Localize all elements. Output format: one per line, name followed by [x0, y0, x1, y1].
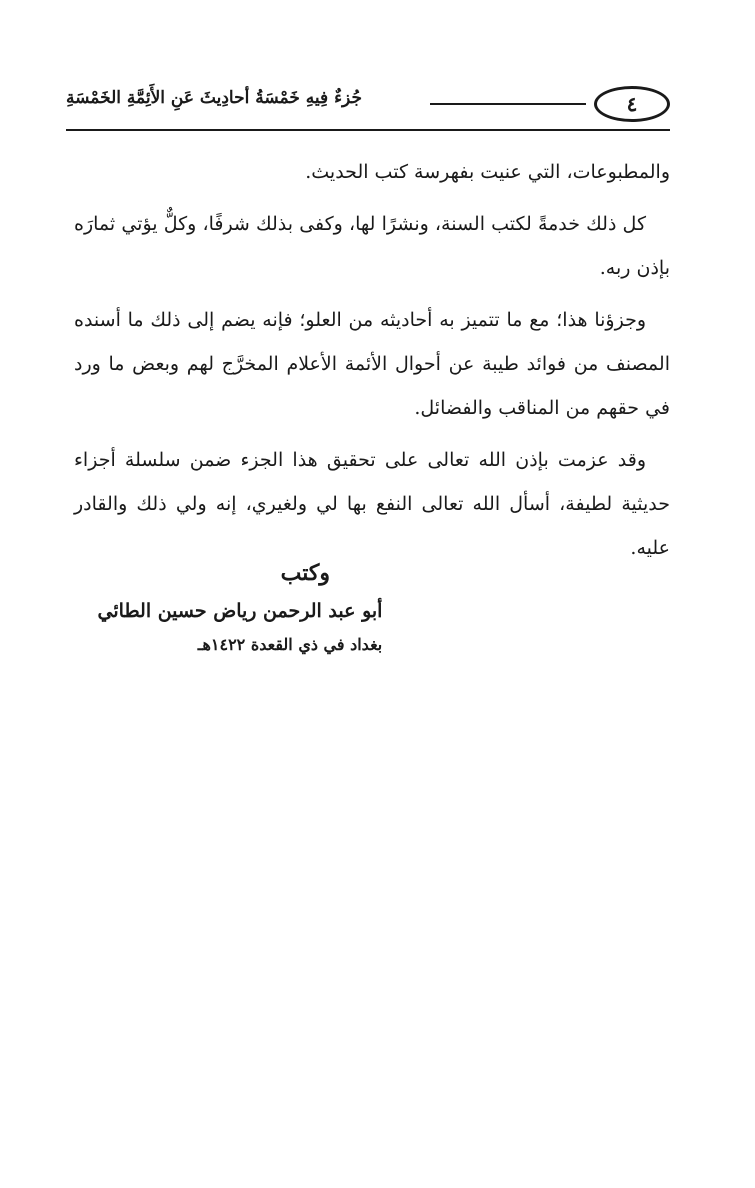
body-text	[74, 150, 670, 578]
running-header	[66, 82, 670, 126]
signature-block	[40, 553, 440, 661]
book-title: جُزءٌ فِيهِ خَمْسَةُ أحادِيثَ عَنِ الأَئِمَّةِ الخَمْسَةِ	[66, 88, 362, 108]
paragraph-3: وجزؤنا هذا؛ مع ما تتميز به أحاديثه من العلو؛ فإنه يضم إلى ذلك ما أسنده المصنف من فوائد طيبة عن أحوال الأئمة الأعلام المخرَّج لهم وبعض ما ورد في حقهم من المناقب والفضائل.	[74, 309, 670, 419]
paragraph-2: كل ذلك خدمةً لكتب السنة، ونشرًا لها، وكفى بذلك شرفًا، وكلٌّ يؤتي ثمارَه بإذن ربه.	[74, 213, 670, 279]
author-name: أبو عبد الرحمن رياض حسين الطائي	[97, 600, 383, 622]
paragraph-1: والمطبوعات، التي عنيت بفهرسة كتب الحديث.	[305, 161, 670, 183]
header-rule	[430, 103, 586, 105]
signature-wrote: وكتب	[280, 560, 330, 586]
paragraph-4: وقد عزمت بإذن الله تعالى على تحقيق هذا الجزء ضمن سلسلة أجزاء حديثية لطيفة، أسأل الله تعالى النفع بها لي ولغيري، إنه ولي ذلك والقادر عليه.	[74, 449, 670, 559]
page-number: ٤	[594, 86, 670, 122]
header-divider	[66, 129, 670, 131]
place-date: بغداد في ذي القعدة ١٤٢٢هـ	[197, 635, 383, 654]
